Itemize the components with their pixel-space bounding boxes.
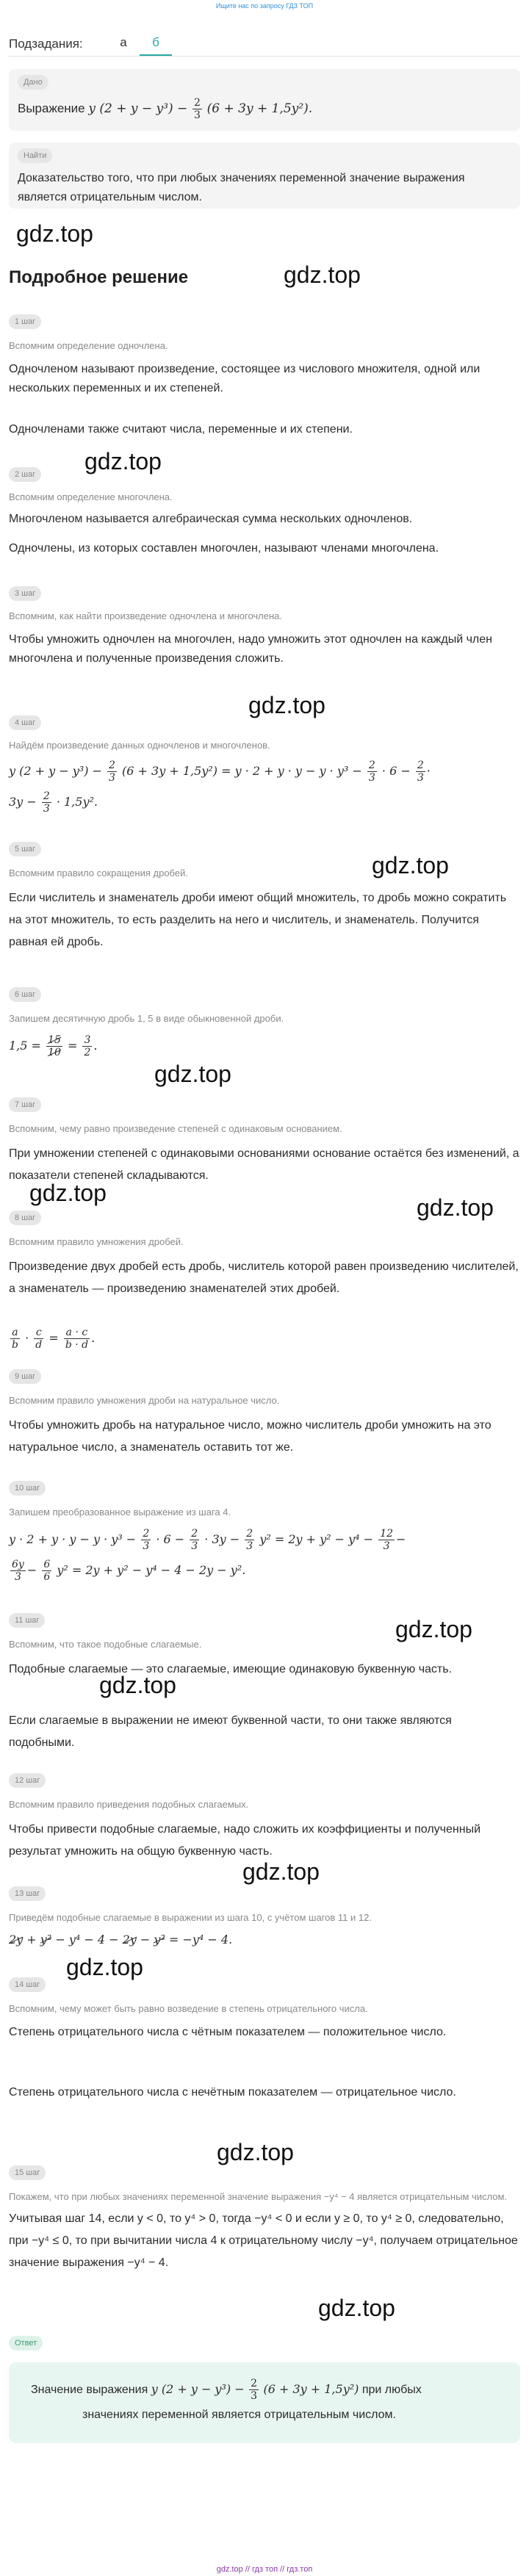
given-box [9,69,520,131]
step-12-note: Вспомним правило приведения подобных слагаемых. [9,1799,249,1810]
step-8-text: Произведение двух дробей есть дробь, числитель которой равен произведению числителей, а знаменатель — произведению знаменателей этих дробей. [9,1260,519,1295]
tab-a[interactable]: а [120,35,127,49]
step-1-note: Вспомним определение одночлена. [9,340,168,351]
step-2-note: Вспомним определение многочлена. [9,491,173,502]
step-5-text: Если числитель и знаменатель дроби имеют общий множитель, то дробь можно сократить на этот множитель, то есть разделить на него и числитель, и знаменатель. Получится равная ей дробь. [9,892,507,948]
subtasks-nav [9,31,520,56]
step-10-tag: 10 шаг [9,1481,46,1496]
step-3-text: Чтобы умножить одночлен на многочлен, надо умножить этот одночлен на каждый член многочлена и полученные произведения сложить. [9,633,492,665]
step-6-math: 1,5 = $\frac{15}{10}$ = $\frac{3}{2}$ . [9,1034,98,1058]
subtasks-label: Подзадания: [9,37,83,51]
step-14-text: Степень отрицательного числа с чётным показателем — положительное число. [9,2026,447,2038]
step-4-line-2: 3y − $\frac{2}{3}$ · 1,5y². [9,790,98,815]
step-11-note: Вспомним, что такое подобные слагаемые. [9,1639,202,1650]
step-1-text-2: Одночленами также считают числа, переменные и их степени. [9,423,353,436]
watermark: gdz.top [99,1672,176,1698]
step-8-tag: 8 шаг [9,1211,41,1225]
divider [9,56,520,57]
step-11-text: Подобные слагаемые — это слагаемые, имеющие одинаковую буквенную часть. [9,1663,453,1675]
find-tag: Найти [18,148,52,163]
step-2-text: Многочленом называется алгебраическая сумма нескольких одночленов. [9,513,413,525]
step-13-math: 2y + y² − y⁴ − 4 − 2y − y² = −y⁴ − 4. [9,1929,520,1951]
step-9-text: Чтобы умножить дробь на натуральное число, можно числитель дроби умножить на это натуральное число, а знаменатель оставить тот же. [9,1419,492,1454]
watermark: gdz.top [29,1180,107,1206]
step-3-tag: 3 шаг [9,586,41,601]
step-7-tag: 7 шаг [9,1097,41,1112]
step-14-note: Вспомним, чему может быть равно возведение в степень отрицательного числа. [9,2003,368,2014]
step-11-text-2: Если слагаемые в выражении не имеют буквенной части, то они также являются подобными. [9,1714,452,1749]
step-1-text: Одночленом называют произведение, состоящее из числового множителя, одной или нескольких переменных и их степеней. [9,363,481,394]
footer-links[interactable]: gdz.top // гдз топ // гдз.топ [216,2565,313,2574]
step-5-note: Вспомним правило сокращения дробей. [9,867,188,878]
step-15-tag: 15 шаг [9,2165,46,2180]
watermark: gdz.top [242,1858,320,1885]
step-11-tag: 11 шаг [9,1613,45,1628]
step-9-tag: 9 шаг [9,1369,41,1384]
step-12-text: Чтобы привести подобные слагаемые, надо сложить их коэффициенты и полученный результат умножить на общую буквенную часть. [9,1823,481,1858]
answer-box [9,2362,520,2443]
answer-tag: Ответ [9,2336,43,2350]
step-8-math: $\frac{a}{b}$ · $\frac{c}{d}$ = $\frac{a \cdot c}{b \cdot d}$ . [12,1327,96,1351]
step-2-tag: 2 шаг [9,467,41,482]
watermark: gdz.top [372,852,449,878]
step-7-text: При умножении степеней с одинаковыми основаниями основание остаётся без изменений, а показатели степеней складываются. [9,1147,519,1182]
watermark: gdz.top [248,692,325,718]
step-7-note: Вспомним, чему равно произведение степеней с одинаковым основанием. [9,1123,342,1134]
watermark: gdz.top [217,2139,294,2165]
step-2-text-2: Одночлены, из которых составлен многочлен, называют членами многочлена. [9,542,439,555]
promo-banner[interactable]: Ищите нас по запросу ГДЗ ТОП [215,2,314,10]
step-10-line-1: y · 2 + y · y − y · y³ − $\frac{2}{3}$ · 6 − $\frac{2}{3}$ · 3y − $\frac{2}{3}$ y² = 2y + y² − y⁴ − $\frac{12}{3}$ − [9,1528,406,1552]
watermark: gdz.top [154,1061,231,1087]
watermark: gdz.top [84,448,162,475]
find-box [9,142,520,209]
find-text: Доказательство того, что при любых значениях переменной значение выражения является отрицательным числом. [18,172,465,203]
step-9-note: Вспомним правило умножения дроби на натуральное число. [9,1395,280,1406]
watermark: gdz.top [66,1954,143,1980]
watermark: gdz.top [318,2295,395,2321]
step-6-note: Запишем десятичную дробь 1, 5 в виде обыкновенной дроби. [9,1013,284,1024]
step-15-note: Покажем, что при любых значениях переменной значение выражения −y⁴ − 4 является отрицательным числом. [9,2191,508,2202]
step-13-tag: 13 шаг [9,1886,46,1901]
solution-title: Подробное решение [9,267,189,287]
given-tag: Дано [18,75,48,90]
step-3-note: Вспомним, как найти произведение одночлена и многочлена. [9,610,282,621]
tab-b[interactable]: б [152,35,159,49]
step-12-tag: 12 шаг [9,1773,46,1788]
step-4-tag: 4 шаг [9,715,41,730]
watermark: gdz.top [417,1194,494,1221]
step-5-tag: 5 шаг [9,842,41,856]
step-13-note: Приведём подобные слагаемые в выражении из шага 10, с учётом шагов 11 и 12. [9,1912,372,1923]
watermark: gdz.top [16,220,93,247]
step-10-note: Запишем преобразованное выражение из шага 4. [9,1507,231,1518]
step-4-line-1: y (2 + y − y³) − $\frac{2}{3}$ (6 + 3y + 1,5y²) = y · 2 + y · y − y · y³ − $\frac{2}{3}$ · 6 − $\frac{2}{3}$ · [9,760,431,784]
step-6-tag: 6 шаг [9,987,41,1002]
watermark: gdz.top [284,261,361,288]
step-4-note: Найдём произведение данных одночленов и многочленов. [9,740,270,751]
step-15-text: Учитывая шаг 14, если y < 0, то y⁴ > 0, тогда −y⁴ < 0 и если y ≥ 0, то y⁴ ≥ 0, следовательно, при −y⁴ ≤ 0, то при вычитании числа 4 к отрицательному числу −y⁴, получаем отрицательное значение выражения −y⁴ − 4. [9,2212,518,2269]
answer-text: Значение выражения y (2 + y − y³) − $\frac{2}{3}$ (6 + 3y + 1,5y²) при любых значениях переменной является отрицательным числом. [31,2378,422,2421]
step-14-text-2: Степень отрицательного числа с нечётным показателем — отрицательное число. [9,2086,456,2099]
step-14-tag: 14 шаг [9,1977,46,1992]
watermark: gdz.top [395,1616,472,1642]
step-1-tag: 1 шаг [9,314,41,329]
given-text: Выражение y (2 + y − y³) − $\frac{2}{3}$ (6 + 3y + 1,5y²). [18,97,313,121]
step-8-note: Вспомним правило умножения дробей. [9,1236,184,1247]
step-10-line-2: $\frac{6y}{3}$ − $\frac{6}{6}$ y² = 2y + y² − y⁴ − 4 − 2y − y². [12,1559,246,1583]
